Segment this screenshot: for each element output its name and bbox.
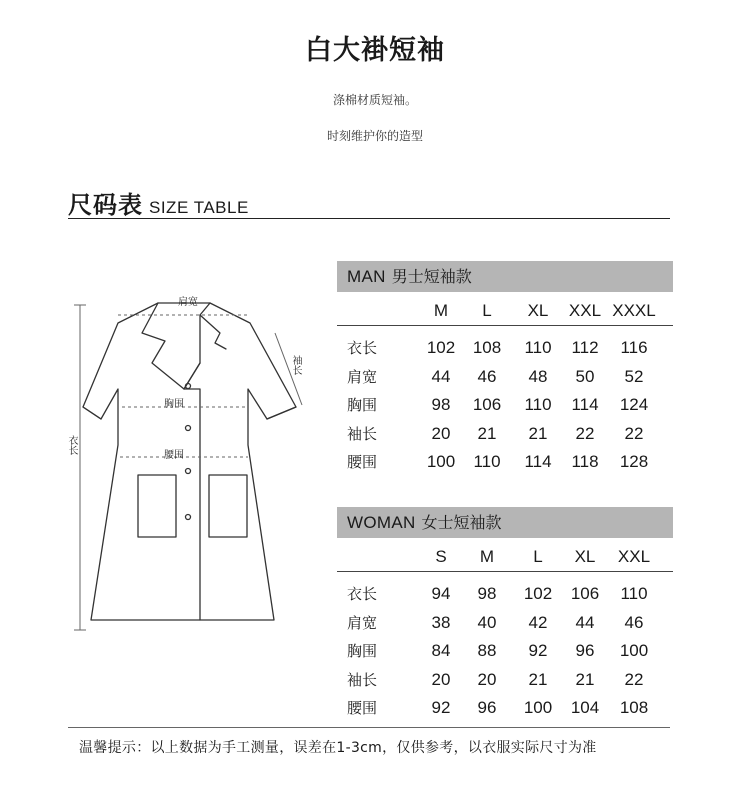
table-cell: 128 [619,452,649,472]
table-cell: 104 [570,698,600,718]
table-cell: 20 [431,669,451,689]
size-label: L [533,547,543,566]
table-header-man [337,261,673,292]
table-cell: 94 [431,584,451,603]
table-name-cn: 女士短袖款 [421,513,502,532]
size-label: L [482,301,492,320]
table-header-woman [337,507,673,538]
table-cell: 100 [426,452,456,472]
table-row [337,637,673,666]
label-sleeve: 袖长 [290,355,301,375]
table-cell: 21 [477,423,497,443]
row-label: 胸围 [347,396,378,415]
table-body [337,572,673,723]
table-cell: 38 [431,612,451,632]
table-row [337,334,673,363]
size-label: M [479,547,495,566]
size-label: XL [527,301,549,320]
table-body [337,326,673,477]
table-cell: 98 [477,584,497,603]
table-cell: 44 [575,612,595,632]
size-label: XXXL [612,301,656,320]
label-waist: 腰围 [164,450,184,461]
table-cell: 22 [624,669,644,689]
row-label: 胸围 [347,642,378,661]
table-cell: 42 [528,612,548,632]
table-cell: 40 [477,612,497,632]
label-length: 衣长 [66,435,77,455]
size-table-heading-cn: 尺码表 [68,191,143,219]
table-cell: 21 [528,423,548,443]
table-cell: 96 [575,641,595,661]
table-cell: 118 [571,452,599,472]
table-cell: 50 [575,366,595,386]
size-header-row [337,292,673,326]
lab-coat-icon [60,285,320,655]
table-row [337,694,673,723]
size-label: XXL [568,301,602,320]
table-cell: 84 [431,641,451,661]
table-cell: 96 [477,698,497,718]
table-cell: 88 [477,641,497,661]
size-header-row [337,538,673,572]
table-row [337,666,673,695]
row-label: 衣长 [347,339,378,357]
table-cell: 22 [575,423,595,443]
table-row [337,609,673,638]
table-cell: 114 [524,452,552,472]
size-table-heading [68,185,249,220]
table-cell: 110 [473,452,501,472]
table-row [337,420,673,449]
label-chest: 胸围 [164,399,184,410]
garment-diagram [60,285,320,655]
table-name-en: MAN [347,267,386,286]
table-row [337,580,673,609]
table-cell: 116 [620,338,648,357]
table-name-cn: 男士短袖款 [391,267,472,286]
table-cell: 92 [431,698,451,718]
page-title: 白大褂短袖 [305,35,445,66]
table-cell: 21 [575,669,595,689]
table-cell: 48 [528,366,548,386]
table-cell: 112 [571,338,599,357]
table-row [337,363,673,392]
table-cell: 106 [472,395,502,415]
footer-divider [68,727,670,728]
table-row [337,391,673,420]
size-table-man [337,261,673,477]
row-label: 腰围 [347,453,378,472]
section-divider [68,218,670,219]
table-cell: 110 [524,338,552,357]
table-cell: 22 [624,423,644,443]
size-label: XXL [617,547,651,566]
row-label: 衣长 [347,585,378,603]
table-cell: 98 [431,395,451,415]
size-table-woman [337,507,673,723]
subtitle-slogan: 时刻维护你的造型 [326,129,423,143]
subtitle-material: 涤棉材质短袖。 [332,93,417,107]
size-label: M [433,301,449,320]
table-name-en: WOMAN [347,513,416,532]
size-label: S [435,547,447,566]
row-label: 袖长 [347,424,378,443]
table-cell: 20 [431,423,451,443]
footer-note: 温馨提示：以上数据为手工测量，误差在1-3cm，仅供参考，以衣服实际尺寸为准 [79,740,597,756]
table-cell: 20 [477,669,497,689]
row-label: 肩宽 [347,613,378,632]
table-cell: 102 [426,338,456,357]
row-label: 肩宽 [347,367,378,386]
table-cell: 110 [620,584,648,603]
row-label: 袖长 [347,670,378,689]
table-cell: 100 [619,641,649,661]
table-cell: 124 [619,395,649,415]
size-table-heading-en: SIZE TABLE [149,198,249,217]
table-cell: 92 [528,641,548,661]
table-cell: 46 [477,366,497,386]
table-cell: 106 [570,584,600,603]
table-cell: 21 [528,669,548,689]
table-cell: 114 [571,395,599,415]
table-cell: 102 [523,584,553,603]
table-cell: 52 [624,366,644,386]
table-cell: 44 [431,366,451,386]
table-cell: 46 [624,612,644,632]
size-label: XL [574,547,596,566]
table-row [337,448,673,477]
row-label: 腰围 [347,699,378,718]
table-cell: 100 [523,698,553,718]
label-shoulder: 肩宽 [178,297,198,308]
table-cell: 108 [472,338,502,357]
table-cell: 108 [619,698,649,718]
table-cell: 110 [524,395,552,415]
